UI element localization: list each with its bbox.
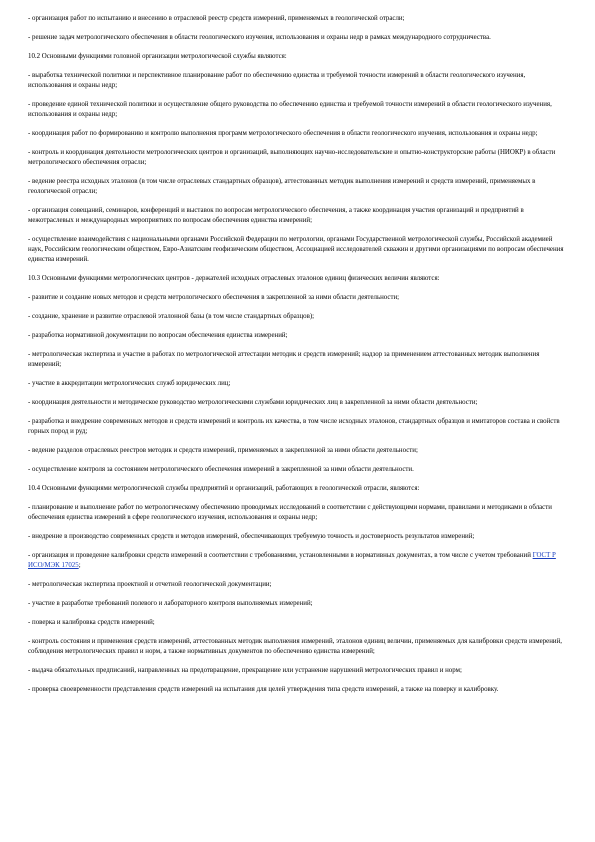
paragraph-state-control: - осуществление контроля за состоянием метрологического обеспечения измерений в закрепленной за ними области деятельности. <box>28 466 414 473</box>
gost-link[interactable]: ГОСТ Р ИСО/МЭК 17025 <box>28 552 556 569</box>
paragraph-etalon-registry: - ведение реестра исходных эталонов (в том числе отраслевых стандартных образцов), аттестованных методик выполнения измерений и средств измерений, применяемых в геологической отрасли; <box>28 178 536 195</box>
paragraph-registry-sections: - ведение разделов отраслевых реестров методик и средств измерений, применяемых в закрепленной за ними области деятельности; <box>28 447 418 454</box>
paragraph-testing-registry: - организация работ по испытанию и внесению в отраслевой реестр средств измерений, применяемых в геологической отрасли; <box>28 15 405 22</box>
calibration-text-prefix: - организация и проведение калибровки средств измерений в соответствии с требованиями, установленными в нормативных документах, в том числе с учетом требований <box>28 552 533 559</box>
paragraph-unified-policy: - проведение единой технической политики и осуществление общего руководства по обеспечению единства и требуемой точности измерений в области геологического изучения, использования и охраны недр; <box>28 101 552 118</box>
paragraph-modern-methods: - разработка и внедрение современных методов и средств измерений и контроль их качества, в том числе исходных эталонов, стандартных образцов и имитаторов состава и свойств горных пород и руд; <box>28 418 560 435</box>
paragraph-prescriptions: - выдача обязательных предписаний, направленных на предотвращение, прекращение или устранение нарушений метрологических правил и норм; <box>28 667 462 674</box>
paragraph-accreditation: - участие в аккредитации метрологических служб юридических лиц; <box>28 380 231 387</box>
section-heading-10-2: 10.2 Основными функциями головной организации метрологической службы являются: <box>28 53 287 60</box>
paragraph-implementation: - внедрение в производство современных средств и методов измерений, обеспечивающих требуемую точность и достоверность результатов измерений; <box>28 533 475 540</box>
paragraph-work-planning: - планирование и выполнение работ по метрологическому обеспечению проводимых исследований в соответствии с действующими нормами, правилами и методиками в области обеспечения единства измерений в сфере геологического изучения, использования и охраны недр; <box>28 504 552 521</box>
paragraph-control-requirements: - участие в разработке требований полевого и лабораторного контроля выполняемых измерений; <box>28 600 313 607</box>
paragraph-metrological-expertise: - метрологическая экспертиза и участие в работах по метрологической аттестации методик и средств измерений; надзор за применением аттестованных методик выполнения измерений; <box>28 351 540 368</box>
document-body <box>28 14 564 704</box>
calibration-text-suffix: ; <box>78 562 81 569</box>
paragraph-verification: - поверка и калибровка средств измерений; <box>28 619 155 626</box>
paragraph-doc-expertise: - метрологическая экспертиза проектной и отчетной геологической документации; <box>28 581 272 588</box>
paragraph-etalon-base: - создание, хранение и развитие отраслевой эталонной базы (в том числе стандартных образцов); <box>28 313 315 320</box>
paragraph-centers-control: - контроль и координация деятельности метрологических центров и организаций, выполняющих научно-исследовательские и опытно-конструкторские работы (НИОКР) в области метрологического обеспечения отрасли; <box>28 149 556 166</box>
paragraph-new-methods: - развитие и создание новых методов и средств метрологического обеспечения в закрепленной за ними области деятельности; <box>28 294 400 301</box>
paragraph-calibration <box>28 551 564 571</box>
paragraph-state-monitoring: - контроль состояния и применения средств измерений, аттестованных методик выполнения измерений, эталонов единиц величин, применяемых для калибровки средств измерений, соблюдения метрологических правил и норм, а также нормативных документов по обеспечению единства измерений; <box>28 638 562 655</box>
section-heading-10-4: 10.4 Основными функциями метрологической службы предприятий и организаций, работающих в геологической отрасли, являются: <box>28 485 420 492</box>
paragraph-timeliness-check: - проверка своевременности представления средств измерений на испытания для целей утверждения типа средств измерений, а также на поверку и калибровку. <box>28 686 499 693</box>
section-heading-10-3: 10.3 Основными функциями метрологических центров - держателей исходных отраслевых эталонов единиц физических величин являются: <box>28 275 440 282</box>
paragraph-international-cooperation: - решение задач метрологического обеспечения в области геологического изучения, использования и охраны недр в рамках международного сотрудничества. <box>28 34 491 41</box>
paragraph-technical-policy: - выработка технической политики и перспективное планирование работ по обеспечению единства и требуемой точности измерений в области геологического изучения, использования и охраны недр; <box>28 72 526 89</box>
paragraph-methodical-guidance: - координация деятельности и методическое руководство метрологическими службами юридических лиц в закрепленной за ними области деятельности; <box>28 399 478 406</box>
paragraph-conferences: - организация совещаний, семинаров, конференций и выставок по вопросам метрологического обеспечения, а также координация участия организаций и предприятий в межотраслевых и международных мероприятиях по вопросам обеспечения единства измерений; <box>28 207 524 224</box>
paragraph-program-coordination: - координация работ по формированию и контролю выполнения программ метрологического обеспечения в области геологического изучения, использования и охраны недр; <box>28 130 538 137</box>
paragraph-normative-docs: - разработка нормативной документации по вопросам обеспечения единства измерений; <box>28 332 288 339</box>
paragraph-interaction: - осуществление взаимодействия с национальными органами Российской Федерации по метрологии, органами Государственной метрологической службы, Российской академией наук, Российским геологическим обществом, Евро-Азиатским геофизическим обществом, Ассоциацией исследователей скважин и другими организациями по вопросам обеспечения единства измерений. <box>28 236 564 263</box>
